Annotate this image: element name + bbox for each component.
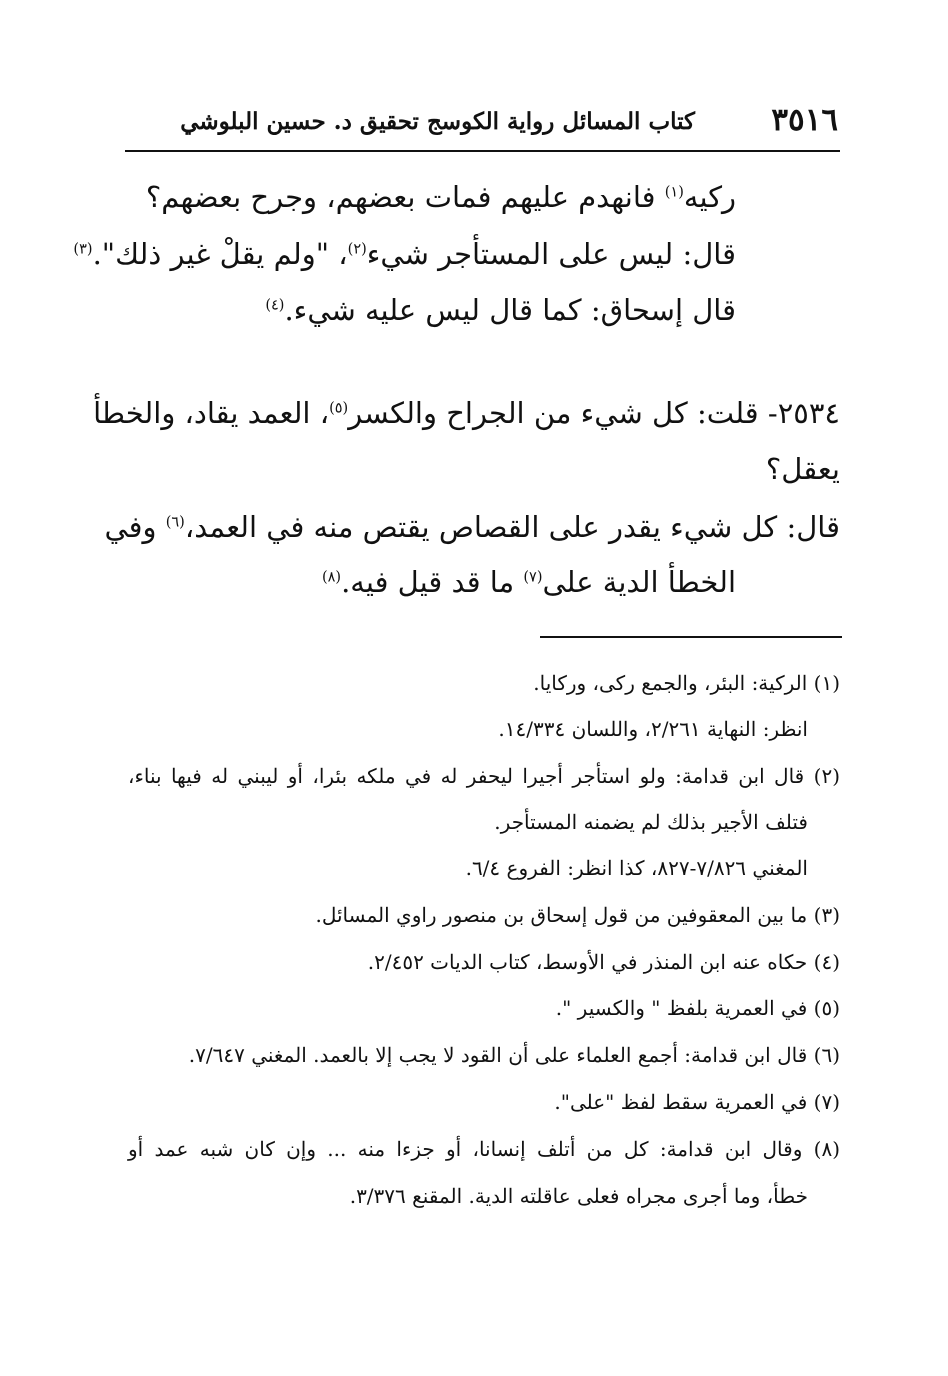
footnote-marker: (٨)	[321, 569, 342, 586]
footnote-2-cont: فتلف الأجير بذلك لم يضمنه المستأجر.	[494, 810, 808, 834]
footnote-3: (٣) ما بين المعقوفين من قول إسحاق بن منصور راوي المسائل.	[315, 903, 840, 927]
page-number: ٣٥١٦	[771, 102, 838, 138]
footnote-1: (١) الركية: البئر، والجمع ركى، وركايا.	[533, 671, 840, 695]
footnote-5: (٥) في العمرية بلفظ " والكسير ".	[555, 996, 840, 1020]
answer-line: قال: كل شيء يقدر على القصاص يقتص منه في العمد،$^{(٦)}$ وفي	[104, 510, 840, 544]
question-heading: ٢٥٣٤- قلت: كل شيء من الجراح والكسر$^{(٥)}$، العمد يقاد، والخطأ	[93, 396, 840, 430]
body-line: ركيه$^{(١)}$ فانهدم عليهم فمات بعضهم، وجرح بعضهم؟	[145, 180, 736, 214]
footnote-2-ref: المغني ٧/٨٢٦-٨٢٧، كذا انظر: الفروع ٦/٤.	[465, 856, 808, 880]
footnote-8: (٨) وقال ابن قدامة: كل من أتلف إنسانا، أو جزءا منه ... وإن كان شبه عمد أو	[128, 1137, 840, 1161]
footnote-marker: (٣)	[73, 241, 93, 258]
running-title: كتاب المسائل رواية الكوسج تحقيق د. حسين البلوشي	[180, 108, 695, 135]
footnote-marker: (٤)	[265, 297, 285, 314]
body-line: قال: ليس على المستأجر شيء$^{(٢)}$، "ولم يقلْ غير ذلك".$^{(٣)}$	[73, 237, 736, 271]
body-line: قال إسحاق: كما قال ليس عليه شيء.$^{(٤)}$	[265, 293, 736, 327]
footnote-marker: (٢)	[347, 241, 367, 258]
body-line: يعقل؟	[765, 452, 840, 486]
body-line: الخطأ الدية على$^{(٧)}$ ما قد قيل فيه.$^{(٨)}$	[321, 565, 736, 599]
footnote-marker: (٦)	[165, 514, 185, 531]
footnote-marker: (٥)	[329, 400, 349, 417]
footnote-marker: (٧)	[523, 569, 543, 586]
footnote-1-ref: انظر: النهاية ٢/٢٦١، واللسان ١٤/٣٣٤.	[498, 717, 808, 741]
footnote-7: (٧) في العمرية سقط لفظ "على".	[554, 1090, 840, 1114]
footnote-2: (٢) قال ابن قدامة: ولو استأجر أجيرا ليحفر له في ملكه بئرا، أو ليبني له فيها بناء،	[128, 764, 840, 788]
footnote-8-cont: خطأ، وما أجرى مجراه فعلى عاقلته الدية. المقنع ٣/٣٧٦.	[349, 1184, 808, 1208]
footnote-6: (٦) قال ابن قدامة: أجمع العلماء على أن القود لا يجب إلا بالعمد. المغني ٧/٦٤٧.	[188, 1043, 840, 1067]
footnote-marker: (١)	[664, 184, 684, 201]
footnote-4: (٤) حكاه عنه ابن المنذر في الأوسط، كتاب الديات ٢/٤٥٢.	[367, 950, 840, 974]
footnote-rule	[540, 636, 842, 638]
page-header	[125, 100, 840, 152]
